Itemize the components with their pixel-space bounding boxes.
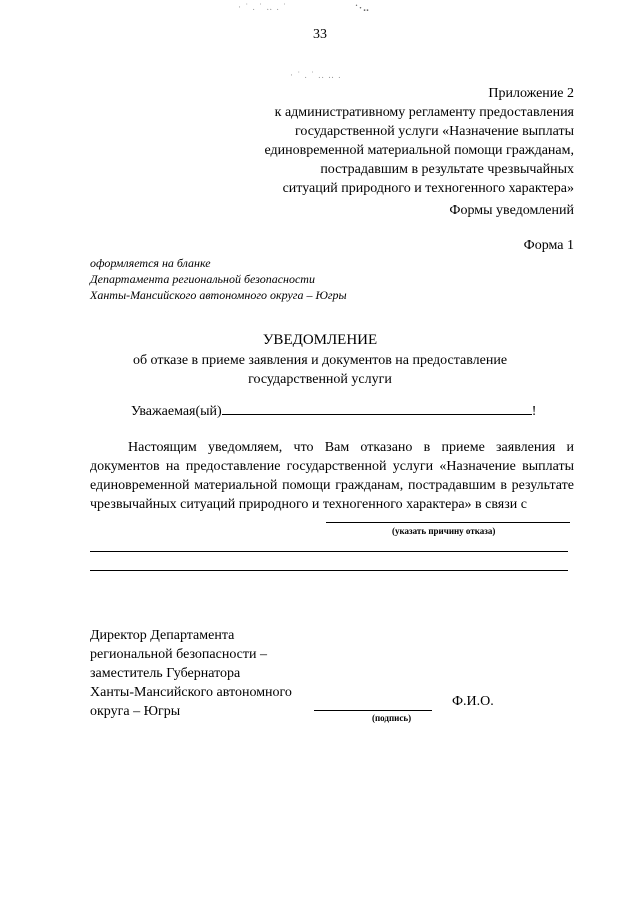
position-line: региональной безопасности – <box>90 647 267 662</box>
position-line: Директор Департамента <box>90 628 235 643</box>
notice-subtitle-line: государственной услуги <box>248 372 392 387</box>
blank-note-line: Департамента региональной безопасности <box>90 272 315 286</box>
signature-hint: (подпись) <box>372 713 412 723</box>
appendix-line: ситуаций природного и техногенного характера» <box>282 181 574 196</box>
appendix-line: единовременной материальной помощи гражданам, <box>264 143 574 158</box>
position-line: округа – Югры <box>90 704 181 719</box>
notice-subtitle-line: об отказе в приеме заявления и документов на предоставление <box>132 353 508 368</box>
scan-noise: · ˙ . ˙ .. ‥ . <box>290 70 342 80</box>
signatory-position <box>90 626 292 721</box>
notice-subtitle <box>0 351 640 389</box>
greeting-label: Уважаемая(ый) <box>131 404 222 419</box>
scan-noise: ˙·‥ <box>355 3 371 13</box>
notice-title: УВЕДОМЛЕНИЕ <box>262 332 378 348</box>
reason-continuation-line <box>90 570 568 571</box>
blank-note-line: оформляется на бланке <box>90 256 211 270</box>
signatory-name: Ф.И.О. <box>452 694 494 709</box>
greeting-line <box>131 400 536 420</box>
appendix-line: к административному регламенту предоставления <box>274 105 574 120</box>
position-line: Ханты-Мансийского автономного <box>90 685 292 700</box>
appendix-line: государственной услуги «Назначение выплаты <box>294 124 574 139</box>
scan-noise: · ˙ . ˙ ‥ . ˙ <box>238 2 287 12</box>
appendix-line: Приложение 2 <box>488 86 574 101</box>
reason-blank-line <box>326 522 570 523</box>
appendix-line: пострадавшим в результате чрезвычайных <box>320 162 574 177</box>
reason-hint: (указать причину отказа) <box>392 526 496 536</box>
blank-note-line: Ханты-Мансийского автономного округа – Югры <box>90 288 347 302</box>
recipient-name-blank <box>222 400 532 415</box>
position-line: заместитель Губернатора <box>90 666 241 681</box>
notice-body: Настоящим уведомляем, что Вам отказано в приеме заявления и документов на предоставление государственной услуги «Назначение выплаты единовременной материальной помощи гражданам, пострадавшим в результате чрезвычайных ситуаций природного и техногенного характера» в связи с <box>90 440 574 512</box>
forms-heading: Формы уведомлений <box>449 203 574 218</box>
reason-continuation-line <box>90 551 568 552</box>
blank-note <box>90 255 347 303</box>
appendix-block <box>194 84 574 198</box>
signature-blank-line <box>314 710 432 711</box>
greeting-end: ! <box>531 404 537 419</box>
form-number: Форма 1 <box>523 238 574 253</box>
page-number: 33 <box>313 27 327 42</box>
